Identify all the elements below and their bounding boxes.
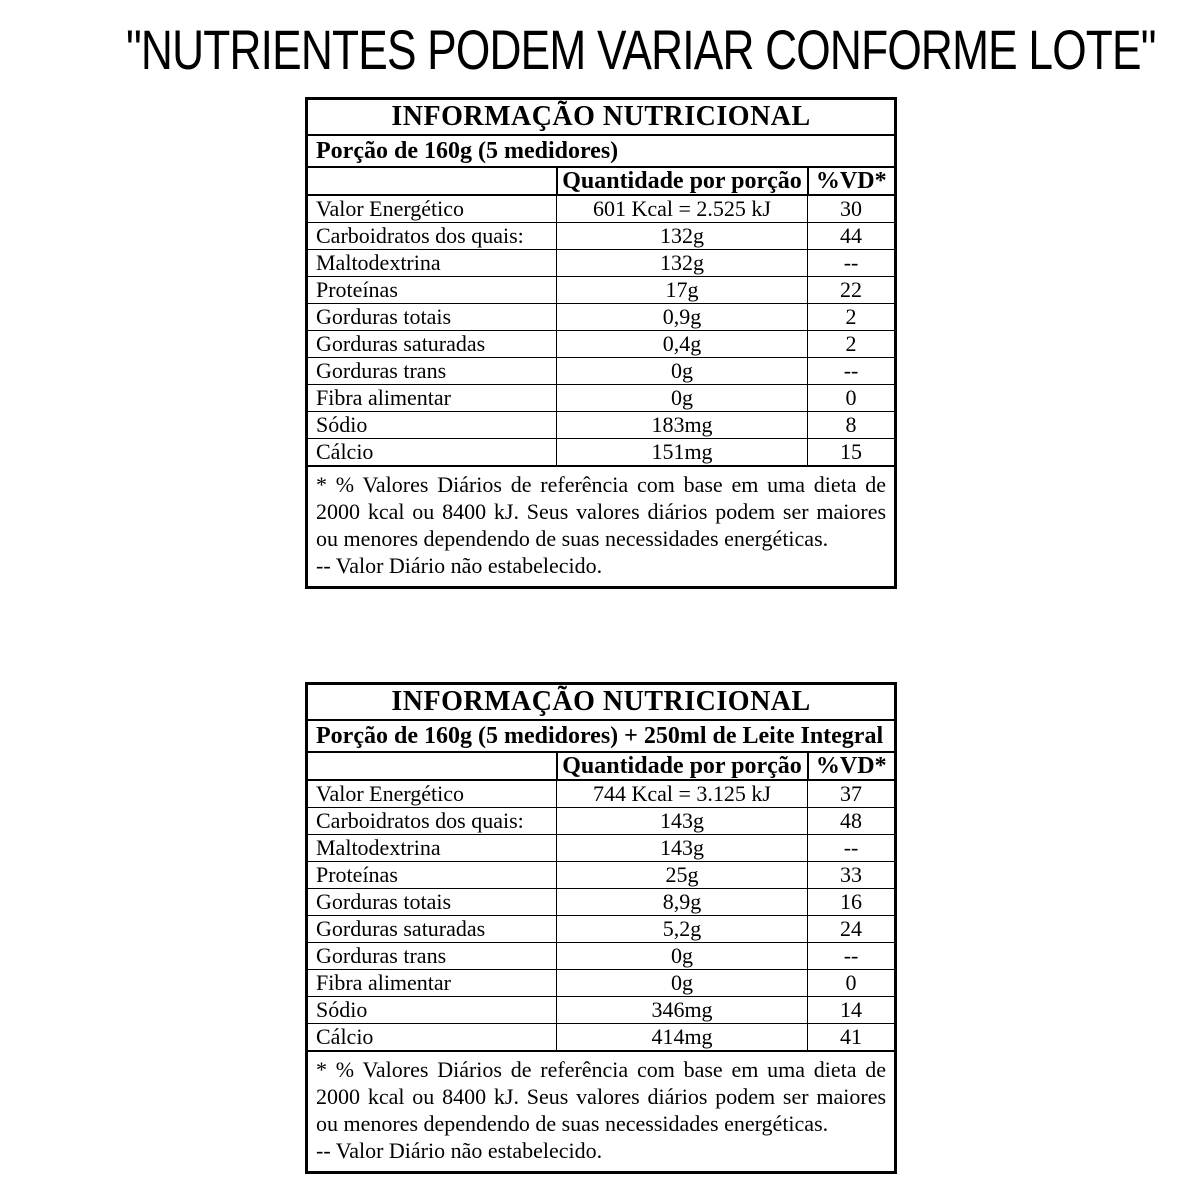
nutrient-quantity: 143g bbox=[557, 807, 808, 834]
nutrient-daily-value: 2 bbox=[808, 330, 896, 357]
table-row bbox=[307, 942, 896, 969]
nutrient-daily-value: 14 bbox=[808, 996, 896, 1023]
column-header-dv: %VD* bbox=[808, 167, 896, 195]
nutrient-daily-value: 33 bbox=[808, 861, 896, 888]
footnote-not-established: -- Valor Diário não estabelecido. bbox=[316, 1137, 603, 1163]
table-title: INFORMAÇÃO NUTRICIONAL bbox=[307, 684, 896, 720]
column-header-dv: %VD* bbox=[808, 752, 896, 780]
nutrient-label: Maltodextrina bbox=[307, 249, 557, 276]
nutrient-label: Gorduras trans bbox=[307, 942, 557, 969]
table-row bbox=[307, 195, 896, 223]
nutrient-daily-value: 2 bbox=[808, 303, 896, 330]
nutrient-quantity: 0,9g bbox=[557, 303, 808, 330]
nutrient-label: Cálcio bbox=[307, 438, 557, 466]
nutrient-quantity: 0,4g bbox=[557, 330, 808, 357]
table-row bbox=[307, 996, 896, 1023]
nutrient-quantity: 143g bbox=[557, 834, 808, 861]
disclaimer-title: "NUTRIENTES PODEM VARIAR CONFORME LOTE" bbox=[126, 18, 1156, 81]
nutrient-quantity: 414mg bbox=[557, 1023, 808, 1051]
nutrient-label: Proteínas bbox=[307, 276, 557, 303]
nutrient-quantity: 0g bbox=[557, 357, 808, 384]
nutrient-quantity: 132g bbox=[557, 249, 808, 276]
footnote-cell bbox=[307, 1051, 896, 1173]
nutrient-quantity: 744 Kcal = 3.125 kJ bbox=[557, 780, 808, 808]
nutrient-quantity: 346mg bbox=[557, 996, 808, 1023]
column-header-blank bbox=[307, 752, 557, 780]
table-row bbox=[307, 780, 896, 808]
nutrient-rows bbox=[307, 195, 896, 466]
nutrient-daily-value: -- bbox=[808, 357, 896, 384]
nutrient-quantity: 8,9g bbox=[557, 888, 808, 915]
nutrient-daily-value: 24 bbox=[808, 915, 896, 942]
table-row bbox=[307, 915, 896, 942]
nutrient-quantity: 17g bbox=[557, 276, 808, 303]
nutrient-daily-value: 41 bbox=[808, 1023, 896, 1051]
table-row bbox=[307, 384, 896, 411]
nutrient-label: Gorduras totais bbox=[307, 888, 557, 915]
nutrient-daily-value: 0 bbox=[808, 969, 896, 996]
nutrient-quantity: 601 Kcal = 2.525 kJ bbox=[557, 195, 808, 223]
nutrient-daily-value: 8 bbox=[808, 411, 896, 438]
nutrient-daily-value: -- bbox=[808, 249, 896, 276]
column-header-blank bbox=[307, 167, 557, 195]
nutrient-quantity: 25g bbox=[557, 861, 808, 888]
table-row bbox=[307, 438, 896, 466]
table-row bbox=[307, 303, 896, 330]
nutrient-daily-value: -- bbox=[808, 942, 896, 969]
nutrient-quantity: 132g bbox=[557, 222, 808, 249]
nutrition-table-portion bbox=[305, 97, 894, 589]
nutrient-rows bbox=[307, 780, 896, 1051]
nutrient-daily-value: -- bbox=[808, 834, 896, 861]
table-row bbox=[307, 411, 896, 438]
nutrient-label: Fibra alimentar bbox=[307, 384, 557, 411]
nutrient-label: Gorduras trans bbox=[307, 357, 557, 384]
nutrient-daily-value: 30 bbox=[808, 195, 896, 223]
footnote-daily-values: * % Valores Diários de referência com base em uma dieta de 2000 kcal ou 8400 kJ. Seus valores diários podem ser maiores ou menores dependendo de suas necessidades energéticas. bbox=[316, 1056, 887, 1136]
nutrient-daily-value: 0 bbox=[808, 384, 896, 411]
nutrient-label: Valor Energético bbox=[307, 780, 557, 808]
nutrient-quantity: 183mg bbox=[557, 411, 808, 438]
nutrient-label: Sódio bbox=[307, 411, 557, 438]
nutrient-quantity: 151mg bbox=[557, 438, 808, 466]
nutrient-label: Maltodextrina bbox=[307, 834, 557, 861]
table-row bbox=[307, 330, 896, 357]
table-title: INFORMAÇÃO NUTRICIONAL bbox=[307, 99, 896, 135]
nutrition-facts-table bbox=[305, 682, 897, 1174]
table-row bbox=[307, 357, 896, 384]
nutrition-table-portion-with-milk bbox=[305, 682, 894, 1174]
table-row bbox=[307, 969, 896, 996]
nutrient-label: Proteínas bbox=[307, 861, 557, 888]
nutrient-quantity: 0g bbox=[557, 384, 808, 411]
nutrient-daily-value: 16 bbox=[808, 888, 896, 915]
table-row bbox=[307, 222, 896, 249]
table-row bbox=[307, 888, 896, 915]
portion-size: Porção de 160g (5 medidores) bbox=[307, 135, 896, 167]
nutrient-daily-value: 48 bbox=[808, 807, 896, 834]
nutrient-daily-value: 44 bbox=[808, 222, 896, 249]
table-row bbox=[307, 276, 896, 303]
footnote-daily-values: * % Valores Diários de referência com base em uma dieta de 2000 kcal ou 8400 kJ. Seus valores diários podem ser maiores ou menores dependendo de suas necessidades energéticas. bbox=[316, 471, 887, 551]
nutrient-label: Gorduras totais bbox=[307, 303, 557, 330]
nutrient-label: Fibra alimentar bbox=[307, 969, 557, 996]
nutrient-label: Sódio bbox=[307, 996, 557, 1023]
portion-size: Porção de 160g (5 medidores) + 250ml de Leite Integral bbox=[307, 720, 896, 752]
nutrient-daily-value: 37 bbox=[808, 780, 896, 808]
table-row bbox=[307, 1023, 896, 1051]
nutrient-label: Gorduras saturadas bbox=[307, 915, 557, 942]
nutrient-quantity: 0g bbox=[557, 942, 808, 969]
nutrient-daily-value: 15 bbox=[808, 438, 896, 466]
table-row bbox=[307, 861, 896, 888]
nutrient-label: Carboidratos dos quais: bbox=[307, 222, 557, 249]
footnote-not-established: -- Valor Diário não estabelecido. bbox=[316, 552, 603, 578]
nutrient-quantity: 5,2g bbox=[557, 915, 808, 942]
table-row bbox=[307, 834, 896, 861]
nutrient-daily-value: 22 bbox=[808, 276, 896, 303]
table-row bbox=[307, 807, 896, 834]
nutrient-quantity: 0g bbox=[557, 969, 808, 996]
nutrient-label: Gorduras saturadas bbox=[307, 330, 557, 357]
column-header-quantity: Quantidade por porção bbox=[557, 167, 808, 195]
nutrition-facts-table bbox=[305, 97, 897, 589]
column-header-quantity: Quantidade por porção bbox=[557, 752, 808, 780]
footnote-cell bbox=[307, 466, 896, 588]
nutrient-label: Carboidratos dos quais: bbox=[307, 807, 557, 834]
nutrient-label: Valor Energético bbox=[307, 195, 557, 223]
table-row bbox=[307, 249, 896, 276]
nutrient-label: Cálcio bbox=[307, 1023, 557, 1051]
